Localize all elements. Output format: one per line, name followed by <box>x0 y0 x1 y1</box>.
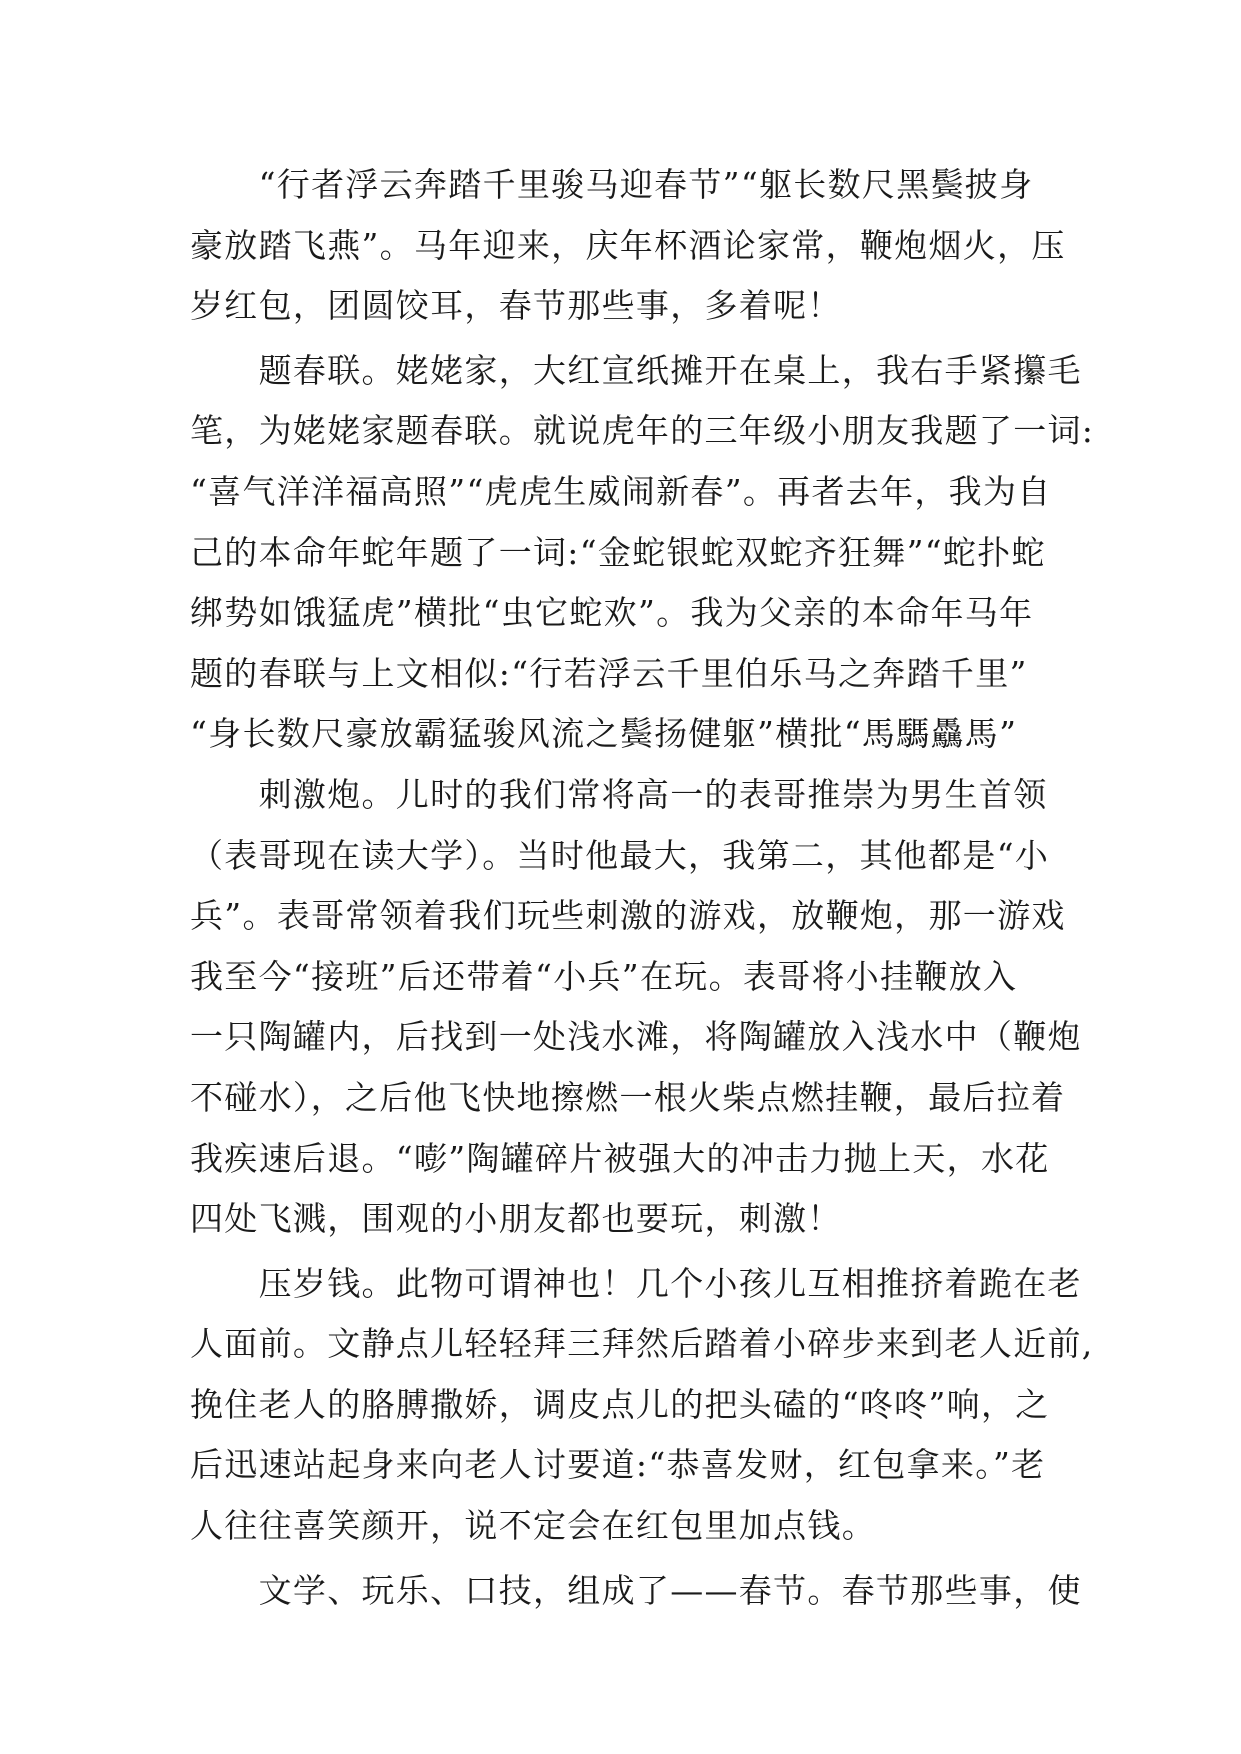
text-line: “身长数尺豪放霸猛骏风流之鬓扬健躯”横批“馬騳驫馬” <box>190 714 1018 754</box>
text-line: 文学、玩乐、口技，组成了——春节。春节那些事，使 <box>190 1570 1082 1610</box>
text-line: 四处飞溅，围观的小朋友都也要玩，刺激！ <box>190 1199 842 1239</box>
paragraph-closing <box>190 1561 1082 1622</box>
text-line: 不碰水），之后他飞快地擦燃一根火柴点燃挂鞭，最后拉着 <box>190 1077 1066 1117</box>
text-line: 挽住老人的胳膊撒娇，调皮点儿的把头磕的“咚咚”响，之 <box>190 1384 1050 1424</box>
text-line: 笔，为姥姥家题春联。就说虎年的三年级小朋友我题了一词: <box>190 411 1095 451</box>
paragraph-intro <box>190 155 1066 337</box>
text-line: “喜气洋洋福高照”“虎虎生威闹新春”。再者去年，我为自 <box>190 471 1052 511</box>
text-line: 人往往喜笑颜开，说不定会在红包里加点钱。 <box>190 1506 876 1546</box>
paragraph-couplets <box>190 341 1095 765</box>
text-line: 绑势如饿猛虎”横批“虫它蛇欢”。我为父亲的本命年马年 <box>190 593 1034 633</box>
text-line: 一只陶罐内，后找到一处浅水滩，将陶罐放入浅水中（鞭炮 <box>190 1017 1082 1057</box>
text-line: 我疾速后退。“嘭”陶罐碎片被强大的冲击力抛上天，水花 <box>190 1138 1050 1178</box>
text-line: （表哥现在读大学）。当时他最大，我第二，其他都是“小 <box>190 835 1050 875</box>
text-line: 后迅速站起身来向老人讨要道:“恭喜发财，红包拿来。”老 <box>190 1445 1046 1485</box>
text-line: 题春联。姥姥家，大红宣纸摊开在桌上，我右手紧攥毛 <box>190 350 1082 390</box>
text-line: 刺激炮。儿时的我们常将高一的表哥推崇为男生首领 <box>190 774 1048 814</box>
text-line: 兵”。表哥常领着我们玩些刺激的游戏，放鞭炮，那一游戏 <box>190 896 1066 936</box>
text-line: 人面前。文静点儿轻轻拜三拜然后踏着小碎步来到老人近前, <box>190 1324 1094 1364</box>
paragraph-firecrackers <box>190 765 1082 1250</box>
text-line: 题的春联与上文相似:“行若浮云千里伯乐马之奔踏千里” <box>190 653 1028 693</box>
text-line: “行者浮云奔踏千里骏马迎春节”“躯长数尺黑鬓披身 <box>190 165 1034 204</box>
text-line: 岁红包，团圆饺耳，春节那些事，多着呢！ <box>190 286 842 326</box>
text-line: 我至今“接班”后还带着“小兵”在玩。表哥将小挂鞭放入 <box>190 956 1018 996</box>
text-line: 豪放踏飞燕”。马年迎来，庆年杯酒论家常，鞭炮烟火，压 <box>190 225 1066 265</box>
article-body <box>190 155 1095 1621</box>
text-line: 己的本命年蛇年题了一词:“金蛇银蛇双蛇齐狂舞”“蛇扑蛇 <box>190 532 1046 572</box>
paragraph-red-envelope <box>190 1254 1094 1557</box>
text-line: 压岁钱。此物可谓神也！几个小孩儿互相推挤着跪在老 <box>190 1263 1082 1303</box>
